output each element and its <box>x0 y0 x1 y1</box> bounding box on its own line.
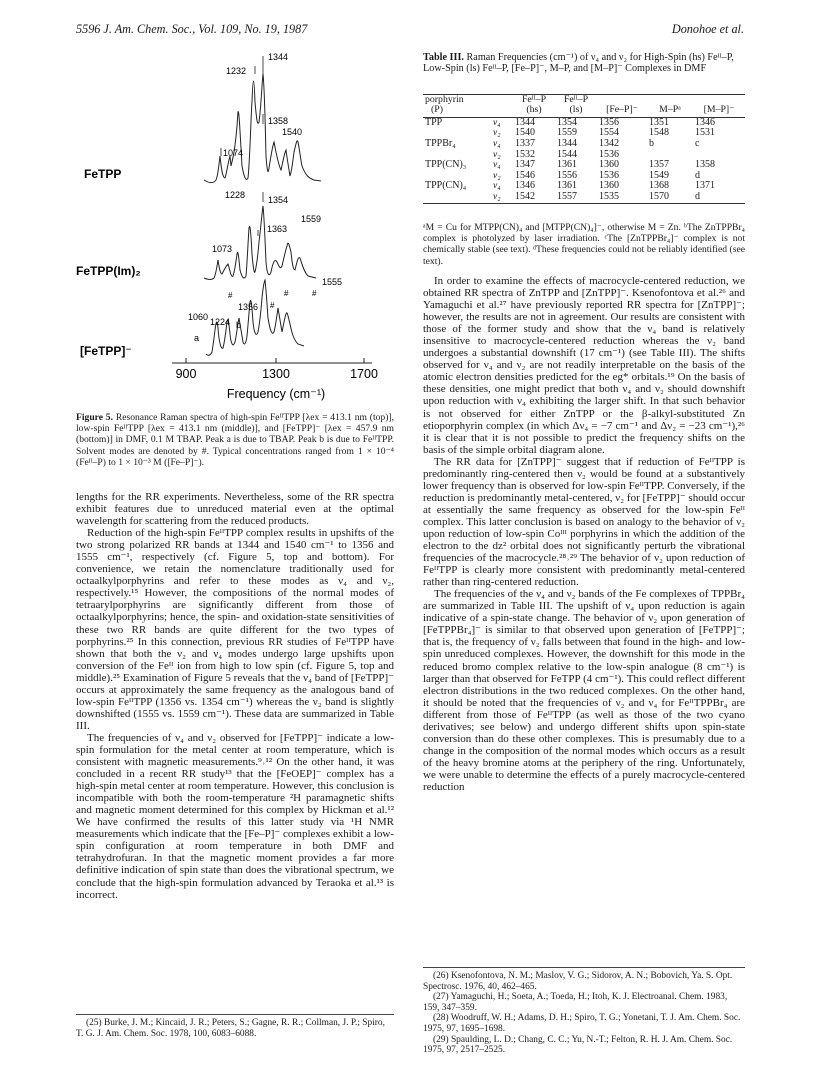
left-footnotes <box>76 1014 394 1039</box>
frequency-cell: 1346 <box>515 180 535 192</box>
frequency-cell: 1546 <box>515 169 535 181</box>
frequency-cell: 1347 <box>515 159 535 171</box>
figure-caption <box>76 412 394 468</box>
trace-label-fetpp: FeTPP <box>84 167 122 181</box>
frequency-cell: 1531 <box>695 127 715 139</box>
x-tick-1300: 1300 <box>262 367 290 381</box>
peak-label-1555: 1555 <box>322 277 343 287</box>
frequency-cell: 1358 <box>695 159 715 171</box>
frequency-cell: 1344 <box>557 138 577 149</box>
frequency-cell: 1361 <box>557 159 577 171</box>
mode-cell: ν₂ <box>493 148 501 160</box>
porphyrin-cell: TPP(CN)₄ <box>425 180 467 192</box>
reference-item: (26) Ksenofontova, N. M.; Maslov, V. G.; Sidorov, A. N.; Bobovich, Ya. S. Opt. Spectrosc. 1976, 40, 462–465. <box>423 971 733 992</box>
mode-cell: ν₄ <box>493 159 501 171</box>
x-tick-900: 900 <box>175 367 197 381</box>
reference-item: (29) Spaulding, L. D.; Chang, C. C.; Yu, N.-T.; Felton, R. H. J. Am. Chem. Soc. 1975, 97, 2517–2525. <box>423 1034 733 1056</box>
table-header-cell: [Fe–P]⁻ <box>597 105 647 117</box>
frequency-cell: d <box>693 192 745 203</box>
table-title <box>423 52 745 74</box>
mode-cell: ν₂ <box>493 127 501 139</box>
x-tick-1700: 1700 <box>350 367 378 381</box>
mode-cell: ν₂ <box>491 192 513 203</box>
frequency-cell: 1556 <box>557 169 577 181</box>
peak-label-1074: 1074 <box>223 148 244 158</box>
table-header-cell: (P) <box>423 105 491 117</box>
table-header-row <box>423 95 745 106</box>
reference-item: (27) Yamaguchi, H.; Soeta, A.; Toeda, H.; Itoh, K. J. Electroanal. Chem. 1983, 159, 347–359. <box>423 992 728 1013</box>
trace-label-fetpp-im2: FeTPP(Im)₂ <box>76 264 141 278</box>
frequency-cell: 1570 <box>647 192 693 203</box>
frequency-cell: 1535 <box>597 192 647 203</box>
peak-label-a: a <box>194 333 200 343</box>
running-header-authors: Donohoe et al. <box>671 22 744 36</box>
frequency-cell: 1351 <box>649 116 669 128</box>
table-label: Table III. <box>423 52 464 63</box>
frequency-cell: 1346 <box>695 116 715 128</box>
table-header-cell: Feᴵᴵ–P <box>513 95 555 106</box>
table-header-cell: [M–P]⁻ <box>693 105 745 117</box>
paragraph: In order to examine the effects of macrocycle-centered reduction, we obtained RR spectra of ZnTPP and [ZnTPP]⁻. Ksenofontova et al.²⁶ and Yamaguchi et al.²⁷ have previously reported RR spectra for [ZnTPP]⁻; however, the results are not in agreement. Our results are consistent with those of the former study and show that the ν₄ band is relatively insensitive to macrocycle-centered reduction whereas the ν₂ band undergoes a substantial downshift (17 cm⁻¹) (see Table III). The shifts observed for ν₄ and ν₂ are not readily interpretable on the basis of the atomic electron densities predicted for the eg* orbitals.¹⁹ On the basis of these densities, one might predict that both ν₄ and ν₂ should downshift upon reduction with ν₄ exhibiting the larger shift. In that such behavior is not observed for either ZnTPP or the β-alkyl-substituted Zn etioporphyrin complex (in which Δν₄ = −7 cm⁻¹ and Δν₂ = −23 cm⁻¹),²⁶ it is clear that it is not possible to predict the frequency shifts on the basis of the simple orbital diagram alone. <box>423 275 745 456</box>
frequency-cell: 1360 <box>599 159 619 171</box>
frequency-cell: 1554 <box>599 127 619 139</box>
solvent-marker: # <box>228 291 233 300</box>
frequency-cell: 1371 <box>695 180 715 192</box>
figure-5-spectra <box>76 52 394 414</box>
table-header-cell: (ls) <box>555 105 597 117</box>
frequency-cell: 1540 <box>515 127 535 139</box>
frequency-cell: 1354 <box>557 116 577 128</box>
porphyrin-cell: TPP(CN)₃ <box>425 159 467 171</box>
frequency-cell: c <box>695 138 700 149</box>
peak-label-1060: 1060 <box>188 312 209 322</box>
frequency-cell: 1361 <box>557 180 577 192</box>
reference-item: (28) Woodruff, W. H.; Adams, D. H.; Spiro, T. G.; Yonetani, T. J. Am. Chem. Soc. 1975, 97, 1695–1698. <box>423 1013 741 1034</box>
peak-label-1073: 1073 <box>212 244 233 254</box>
peak-label-1228: 1228 <box>225 190 246 200</box>
table-row <box>423 139 745 150</box>
caption-text: Resonance Raman spectra of high-spin FeᴵᴵTPP [λex = 413.1 nm (top)], low-spin FeᴵᴵTPP [λex = 413.1 nm (middle)], and [FeTPP]⁻ [λex = 457.9 nm (bottom)] in DMF, 0.1 M TBAP. Peak a is due to TBAP. Peak b is due to FeᴵᴵTPP. Solvent modes are denoted by #. Typical concentrations ranged from 1 × 10⁻⁴ (Feᴵᴵ–P) to 1 × 10⁻³ M ([Fe–P]⁻). <box>76 412 394 468</box>
solvent-marker: # <box>312 289 317 298</box>
frequency-cell: 1559 <box>557 127 577 139</box>
running-header-journal: 5596 J. Am. Chem. Soc., Vol. 109, No. 19, 1987 <box>76 22 308 36</box>
table-header-cell <box>491 95 513 106</box>
frequency-cell: 1342 <box>599 138 619 149</box>
table-row <box>423 192 745 203</box>
footnote-rule <box>423 967 745 968</box>
mode-cell: ν₄ <box>493 138 501 149</box>
raman-frequency-table <box>423 94 745 204</box>
peak-label-1344: 1344 <box>268 52 289 62</box>
spectrum-trace-fetpp <box>204 74 321 183</box>
peak-label-1358: 1358 <box>268 116 289 126</box>
table-header-row <box>423 105 745 117</box>
frequency-cell: 1344 <box>515 116 535 128</box>
mode-cell: ν₄ <box>493 180 501 192</box>
frequency-cell: 1536 <box>599 169 619 181</box>
frequency-cell: 1549 <box>649 169 669 181</box>
peak-label-1363: 1363 <box>267 224 288 234</box>
mode-cell: ν₂ <box>493 169 501 181</box>
peak-label-1559: 1559 <box>301 214 322 224</box>
footnote-rule <box>76 1014 394 1015</box>
paragraph: Reduction of the high-spin FeᴵᴵTPP complex results in upshifts of the two strong polarized RR bands at 1344 and 1540 cm⁻¹ to 1356 and 1555 cm⁻¹, respectively (cf. Figure 5, top and bottom). For convenience, we retain the nomenclature traditionally used for octaalkylporphyrins and refer to these modes as ν₄ and ν₂, respectively.¹⁵ However, the compositions of the normal modes of tetraarylporphyrins are significantly different from those of octaalkylporphyrins; hence, the spin- and oxidation-state sensitivities of these two RR bands are quite different for the two types of porphyrins.²⁵ In this connection, previous RR studies of FeᴵᴵTPP have shown that both the ν₂ and ν₄ modes undergo large upshifts upon conversion of the Feᴵᴵ ion from high to low spin (cf. Figure 5, top and middle).²⁵ Examination of Figure 5 reveals that the ν₄ band of [FeTPP]⁻ occurs at approximately the same frequency as the analogous band of low-spin FeᴵᴵTPP (1356 vs. 1354 cm⁻¹) whereas the ν₂ band is slightly downshifted (1555 vs. 1559 cm⁻¹). These data are summarized in Table III. <box>76 527 394 732</box>
x-axis-label: Frequency (cm⁻¹) <box>226 387 326 401</box>
frequency-cell: 1542 <box>513 192 555 203</box>
frequency-cell: 1360 <box>599 180 619 192</box>
peak-label-1540: 1540 <box>282 127 303 137</box>
peak-label-b: b <box>236 320 242 330</box>
frequency-cell: 1368 <box>649 180 669 192</box>
table-header-cell: Feᴵᴵ–P <box>555 95 597 106</box>
porphyrin-cell <box>423 192 491 203</box>
paragraph: The RR data for [ZnTPP]⁻ suggest that if reduction of FeᴵᴵTPP is predominantly ring-centered then ν₂ would be found at a substantively lower frequency than is observed for low-spin FeᴵᴵTPP. Conversely, if the reduction is predominantly metal-centered, ν₂ for [FeTPP]⁻ should occur at essentially the same frequency as observed for the low-spin Feᴵᴵ complex. This latter conclusion is based on analogy to the behavior of ν₂ upon reduction of low-spin Coᴵᴵᴵ porphyrins in which the addition of the electron to the dz² orbital does not significantly perturb the vibrational frequencies of the macrocycle.²⁸˒²⁹ The behavior of ν₂ upon reduction of FeᴵᴵTPP is clearly more consistent with predominantly metal-centered rather than ring-centered reduction. <box>423 455 746 589</box>
frequency-cell: 1532 <box>515 148 535 160</box>
frequency-cell: 1357 <box>649 159 669 171</box>
paragraph: lengths for the RR experiments. Nevertheless, some of the RR spectra exhibit features due to unreduced material even at the optimal wavelength for scattering from the reduced products. <box>76 491 394 528</box>
left-column-body <box>76 491 394 901</box>
reference-item: (25) Burke, J. M.; Kincaid, J. R.; Peters, S.; Gagne, R. R.; Collman, J. P.; Spiro, T. G. J. Am. Chem. Soc. 1978, 100, 6083–6088. <box>76 1018 385 1039</box>
right-column-body <box>423 275 745 793</box>
trace-label-fetpp-anion: [FeTPP]⁻ <box>80 344 132 358</box>
paragraph: The frequencies of the ν₄ and ν₂ bands of the Fe complexes of TPPBr₄ are summarized in Table III. The upshift of ν₄ upon reduction is again indicative of a spin-state change. The behavior of ν₂ upon generation of [FeTPPBr₄]⁻ is similar to that observed upon generation of [FeTPP]⁻; that is, the frequency of ν₂ falls between that found in the high- and low-spin unreduced complexes. However, the downshift for this mode in the reduced bromo complex relative to the low-spin analogue (8 cm⁻¹) is larger than that observed for FeTPP (4 cm⁻¹). This could reflect different electron distributions in the two reduced complexes. On the other hand, it should be noted that the frequencies of ν₂ and ν₄ for FeᴵᴵTPPBr₄ are different from those of FeᴵᴵTPP (as well as those of the two cyano derivatives; see below) and undergo different shifts upon spin-state conversion than do these other complexes. This is presumably due to a change in the composition of the normal modes which occurs as a result of the heavy bromine atoms at the periphery of the ring. Unfortunately, we were unable to determine the effects of a purely macrocycle-centered reduction <box>423 588 745 793</box>
frequency-cell: 1557 <box>555 192 597 203</box>
solvent-marker: # <box>284 289 289 298</box>
caption-label: Figure 5. <box>76 412 114 423</box>
table-header-cell: (hs) <box>513 105 555 117</box>
frequency-cell: d <box>695 169 700 181</box>
peak-label-1354: 1354 <box>268 195 289 205</box>
table-header-cell: porphyrin <box>423 95 491 106</box>
peak-label-1224: 1224 <box>210 317 231 327</box>
peak-label-1356: 1356 <box>238 302 259 312</box>
frequency-cell: 1337 <box>515 138 535 149</box>
spectrum-trace-fetpp-im2 <box>204 206 316 280</box>
paragraph: The frequencies of ν₄ and ν₂ observed for [FeTPP]⁻ indicate a low-spin formulation for the metal center at room temperature, which is consistent with magnetic measurements.⁹˒¹² On the other hand, it was concluded in a recent RR study¹³ that the [FeOEP]⁻ complex has a high-spin metal center at room temperature. However, this conclusion is incompatible with both the room-temperature ²H paramagnetic shifts and magnetic moment determined for this complex by Hickman et al.¹² We have confirmed the results of this latter study via ¹H NMR measurements which indicate that the [Fe–P]⁻ complexes exhibit a low-spin configuration at room temperature in both DMF and tetrahydrofuran. In that the magnetic moment provides a far more definitive indication of spin state than does the vibrational spectrum, we conclude that the high-spin formulation advanced by Teraoka et al.¹³ is incorrect. <box>76 731 394 901</box>
table-header-cell: M–Pᵃ <box>647 105 693 117</box>
frequency-cell: 1544 <box>557 148 577 160</box>
porphyrin-cell: TPPBr₄ <box>425 138 456 149</box>
table-header-cell <box>491 105 513 117</box>
table-caption: Raman Frequencies (cm⁻¹) of ν₄ and ν₂ for High-Spin (hs) Feᴵᴵ–P, Low-Spin (ls) Feᴵᴵ–P, [Fe–P]⁻, M–P, and [M–P]⁻ Complexes in DMF <box>423 52 734 75</box>
table-footnotes: ᵃM = Cu for MTPP(CN)₄ and [MTPP(CN)₄]⁻, otherwise M = Zn. ᵇThe ZnTPPBr₄ complex is photolyzed by laser irradiation. ᶜThe [ZnTPPBr₄]⁻ complex is not chemically stable (see text). ᵈThese frequencies could not be reliably identified (see text). <box>423 222 745 267</box>
peak-label-1232: 1232 <box>226 66 247 76</box>
right-footnotes <box>423 967 745 1056</box>
frequency-cell: 1548 <box>649 127 669 139</box>
frequency-cell: 1536 <box>599 148 619 160</box>
porphyrin-cell: TPP <box>425 116 443 128</box>
mode-cell: ν₄ <box>493 116 501 128</box>
solvent-marker: # <box>270 301 275 310</box>
frequency-cell: b <box>649 138 654 149</box>
frequency-cell: 1356 <box>599 116 619 128</box>
